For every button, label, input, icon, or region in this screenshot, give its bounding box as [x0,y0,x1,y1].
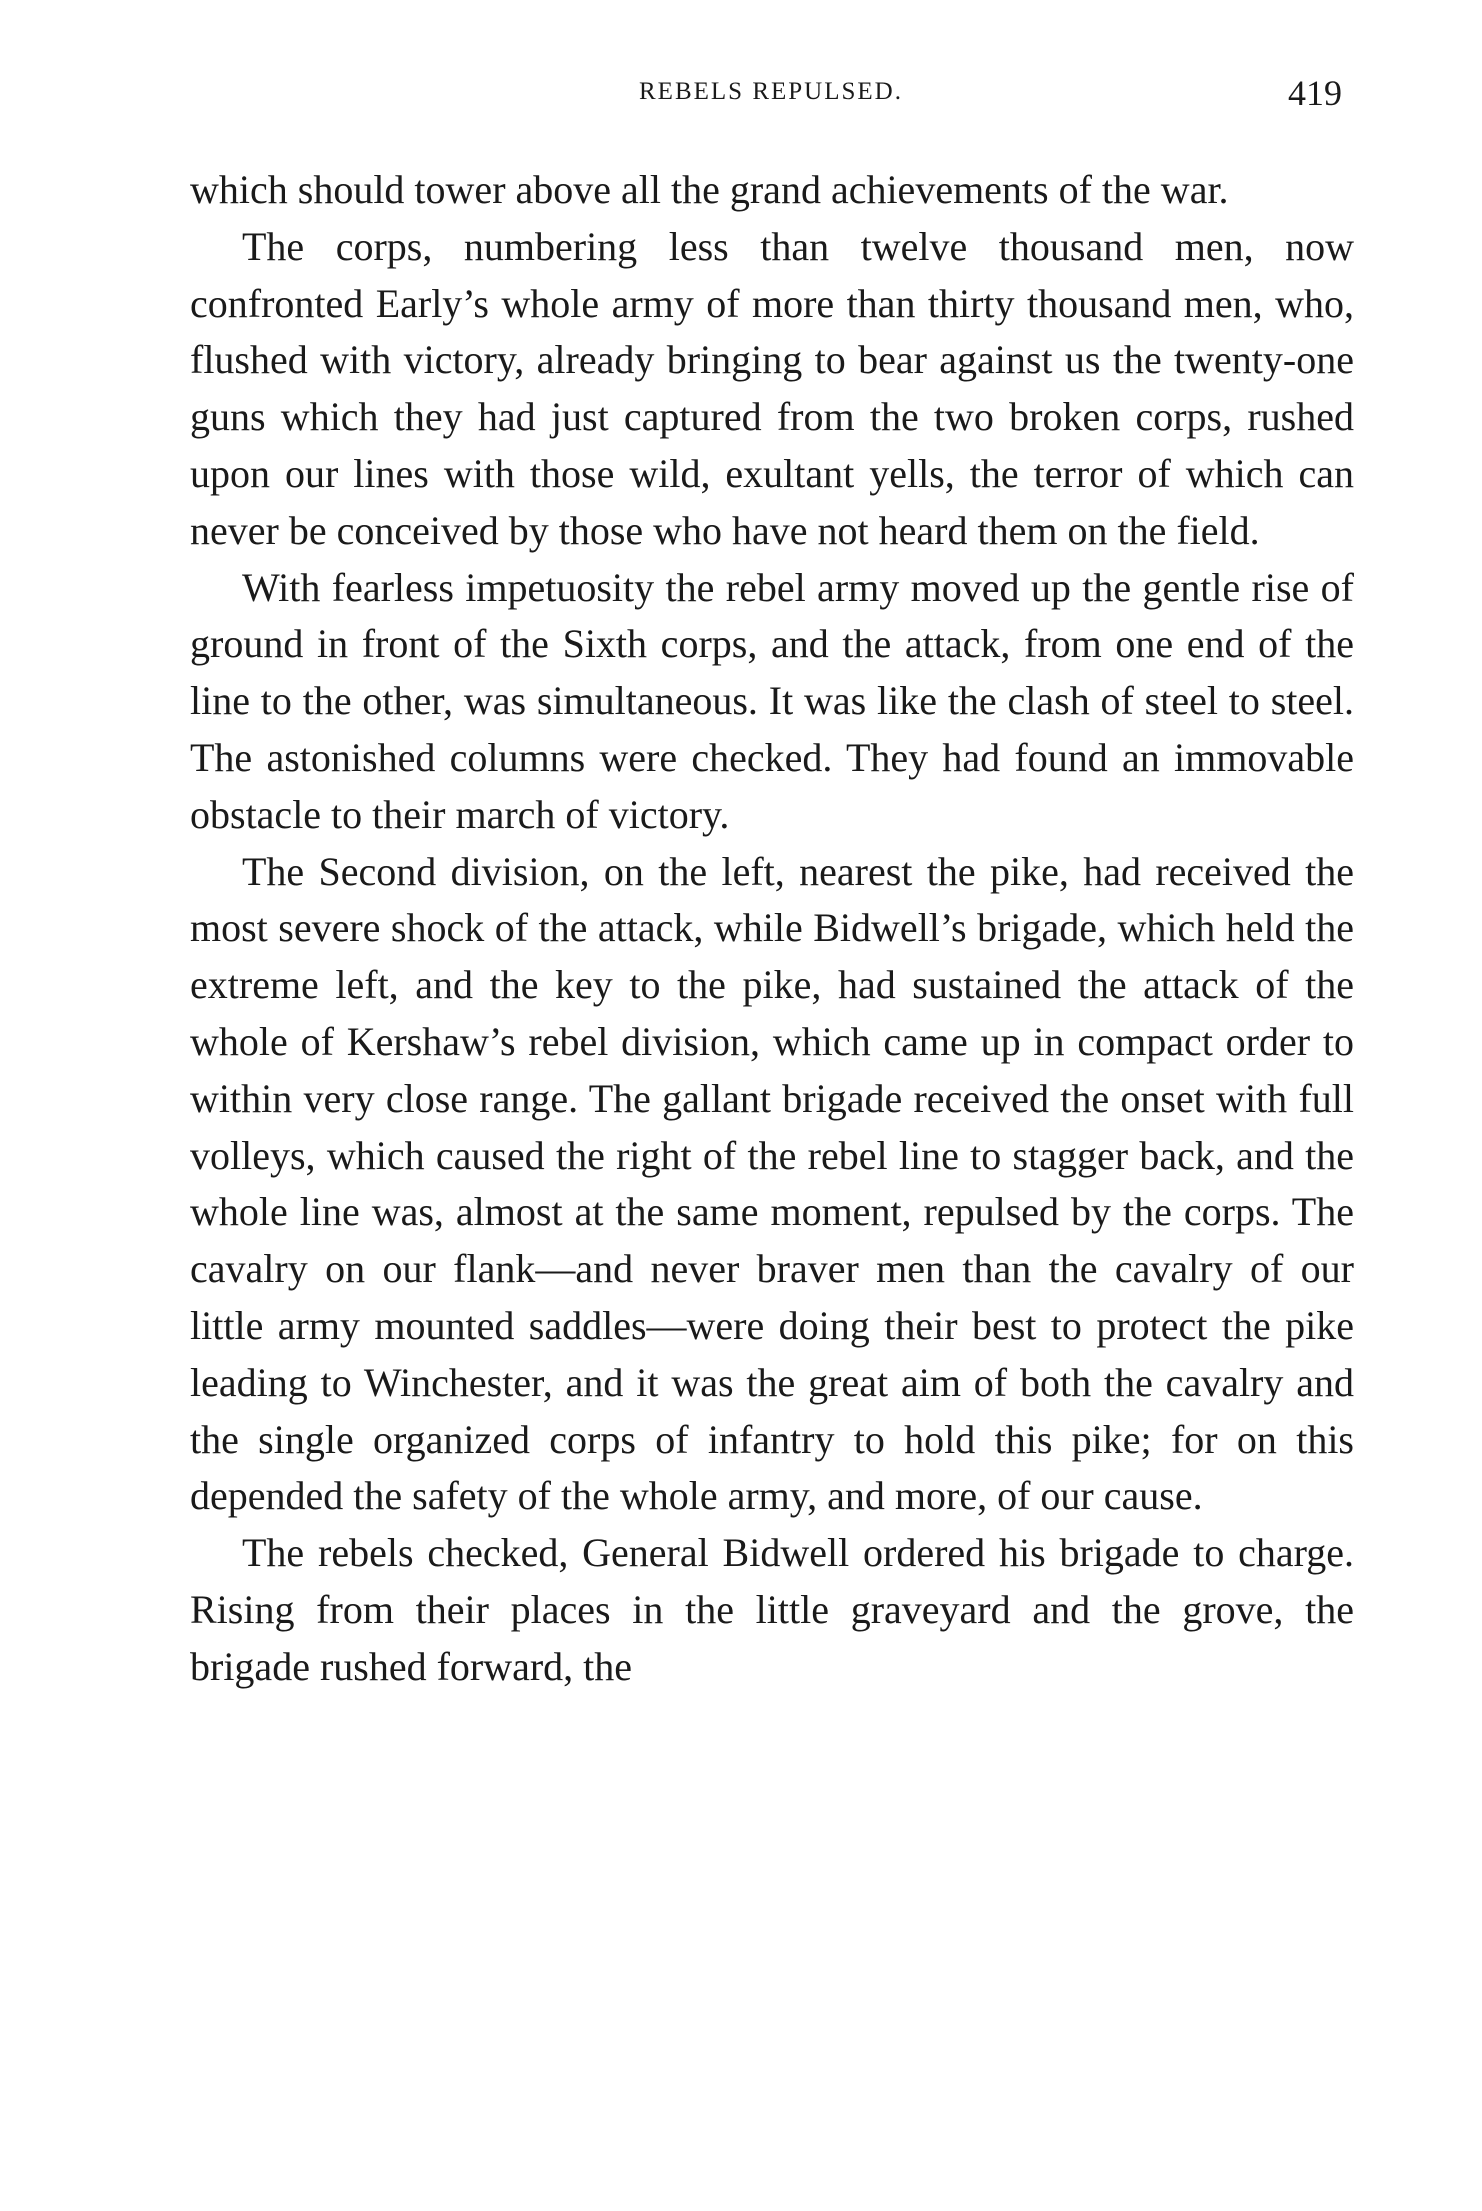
body-text [190,162,1354,1696]
paragraph: The rebels checked, General Bidwell ordered his brigade to charge. Rising from their places in the little graveyard and the grove, the brigade rushed forward, the [190,1530,1354,1689]
running-title: REBELS REPULSED. [639,78,903,105]
paragraph: The Second division, on the left, nearest the pike, had received the most severe shock of the attack, while Bidwell’s brigade, which held the extreme left, and the key to the pike, had sustained the attack of the whole of Kershaw’s rebel division, which came up in compact order to within very close range. The gallant brigade received the onset with full volleys, which caused the right of the rebel line to stagger back, and the whole line was, almost at the same moment, repulsed by the corps. The cavalry on our flank—and never braver men than the cavalry of our little army mounted saddles—were doing their best to protect the pike leading to Winchester, and it was the great aim of both the cavalry and the single organized corps of infantry to hold this pike; for on this depended the safety of the whole army, and more, of our cause. [190,848,1354,1519]
paragraph: With fearless impetuosity the rebel army moved up the gentle rise of ground in front of the Sixth corps, and the attack, from one end of the line to the other, was simultaneous. It was like the clash of steel to steel. The astonished columns were checked. They had found an immovable obstacle to their march of victory. [190,564,1354,837]
paragraph: The corps, numbering less than twelve thousand men, now confronted Early’s whole army of more than thirty thousand men, who, flushed with victory, already bringing to bear against us the twenty-one guns which they had just captured from the two broken corps, rushed upon our lines with those wild, exultant yells, the terror of which can never be conceived by those who have not heard them on the field. [190,223,1354,553]
paragraph-continued: which should tower above all the grand achievements of the war. [190,167,1229,212]
page-number: 419 [1288,73,1342,113]
running-head [190,73,1352,118]
